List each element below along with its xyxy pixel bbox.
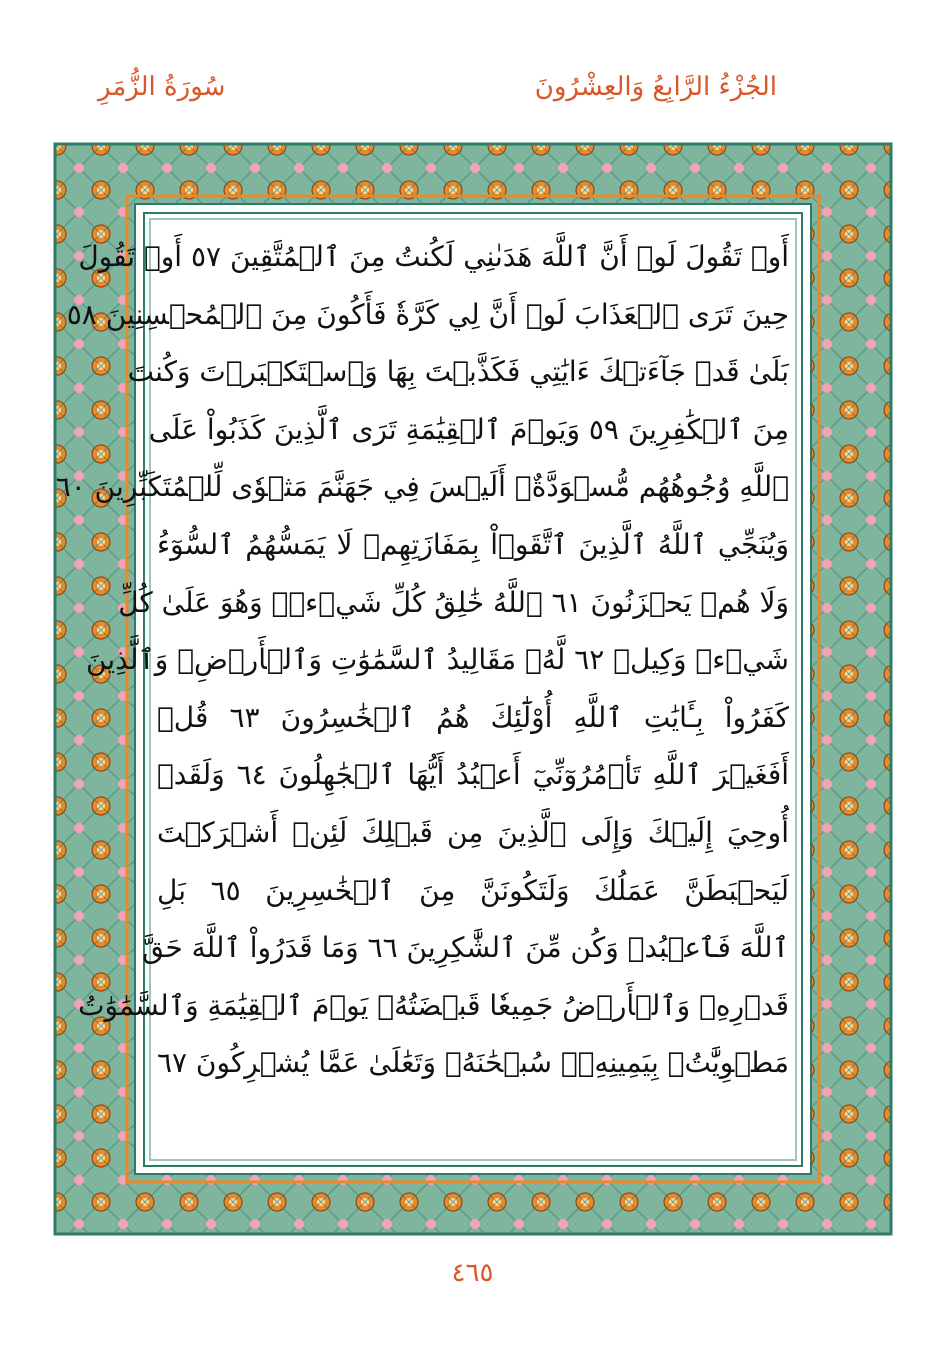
verse-line-2: حِينَ تَرَى ٱلۡعَذَابَ لَوۡ أَنَّ لِي كَرَّةٗ فَأَكُونَ مِنَ ٱلۡمُحۡسِنِينَ ٥٨ (66, 297, 789, 331)
verse-line-4: مِنَ ٱلۡكَٰفِرِينَ ٥٩ وَيَوۡمَ ٱلۡقِيَٰمَةِ تَرَى ٱلَّذِينَ كَذَبُواْ عَلَى (148, 412, 789, 446)
juz-title: الجُزْءُ الرَّابِعُ وَالعِشْرُونَ (534, 72, 777, 102)
page-number: ٤٦٥ (451, 1258, 494, 1288)
verse-line-5: ٱللَّهِ وُجُوهُهُم مُّسۡوَدَّةٌۚ أَلَيۡسَ فِي جَهَنَّمَ مَثۡوٗى لِّلۡمُتَكَبِّرِينَ ٦٠ (55, 470, 789, 504)
verse-line-14: قَدۡرِهِۦ وَٱلۡأَرۡضُ جَمِيعٗا قَبۡضَتُهُۥ يَوۡمَ ٱلۡقِيَٰمَةِ وَٱلسَّمَٰوَٰتُ (78, 988, 789, 1022)
verse-line-9: كَفَرُواْ بِـَٔايَٰتِ ٱللَّهِ أُوْلَٰٓئِكَ هُمُ ٱلۡخَٰسِرُونَ ٦٣ قُلۡ (157, 700, 789, 734)
verse-lines (55, 228, 789, 1092)
verse-line-15: مَطۡوِيَّٰتُۢ بِيَمِينِهِۦۚ سُبۡحَٰنَهُۥ وَتَعَٰلَىٰ عَمَّا يُشۡرِكُونَ ٦٧ (156, 1046, 789, 1080)
verse-line-11: أُوحِيَ إِلَيۡكَ وَإِلَى ٱلَّذِينَ مِن قَبۡلِكَ لَئِنۡ أَشۡرَكۡتَ (157, 815, 789, 849)
verse-line-6: وَيُنَجِّي ٱللَّهُ ٱلَّذِينَ ٱتَّقَوۡاْ بِمَفَازَتِهِمۡ لَا يَمَسُّهُمُ ٱلسُّوٓءُ (157, 527, 789, 561)
verse-line-8: شَيۡءٖ وَكِيلٞ ٦٢ لَّهُۥ مَقَالِيدُ ٱلسَّمَٰوَٰتِ وَٱلۡأَرۡضِۗ وَٱلَّذِينَ (86, 643, 789, 677)
surah-title: سُورَةُ الزُّمَرِ (98, 72, 226, 102)
verse-line-1: أَوۡ تَقُولَ لَوۡ أَنَّ ٱللَّهَ هَدَىٰنِي لَكُنتُ مِنَ ٱلۡمُتَّقِينَ ٥٧ أَوۡ تَقُولَ (78, 240, 789, 273)
verse-line-10: أَفَغَيۡرَ ٱللَّهِ تَأۡمُرُوٓنِّيٓ أَعۡبُدُ أَيُّهَا ٱلۡجَٰهِلُونَ ٦٤ وَلَقَدۡ (157, 758, 789, 792)
verse-line-12: لَيَحۡبَطَنَّ عَمَلُكَ وَلَتَكُونَنَّ مِنَ ٱلۡخَٰسِرِينَ ٦٥ بَلِ (157, 873, 789, 907)
verse-line-3: بَلَىٰ قَدۡ جَآءَتۡكَ ءَايَٰتِي فَكَذَّبۡتَ بِهَا وَٱسۡتَكۡبَرۡتَ وَكُنتَ (127, 355, 789, 389)
verse-line-13: ٱللَّهَ فَٱعۡبُدۡ وَكُن مِّنَ ٱلشَّٰكِرِينَ ٦٦ وَمَا قَدَرُواْ ٱللَّهَ حَقَّ (142, 931, 789, 965)
verse-line-7: وَلَا هُمۡ يَحۡزَنُونَ ٦١ ٱللَّهُ خَٰلِقُ كُلِّ شَيۡءٖۖ وَهُوَ عَلَىٰ كُلِّ (118, 585, 789, 619)
